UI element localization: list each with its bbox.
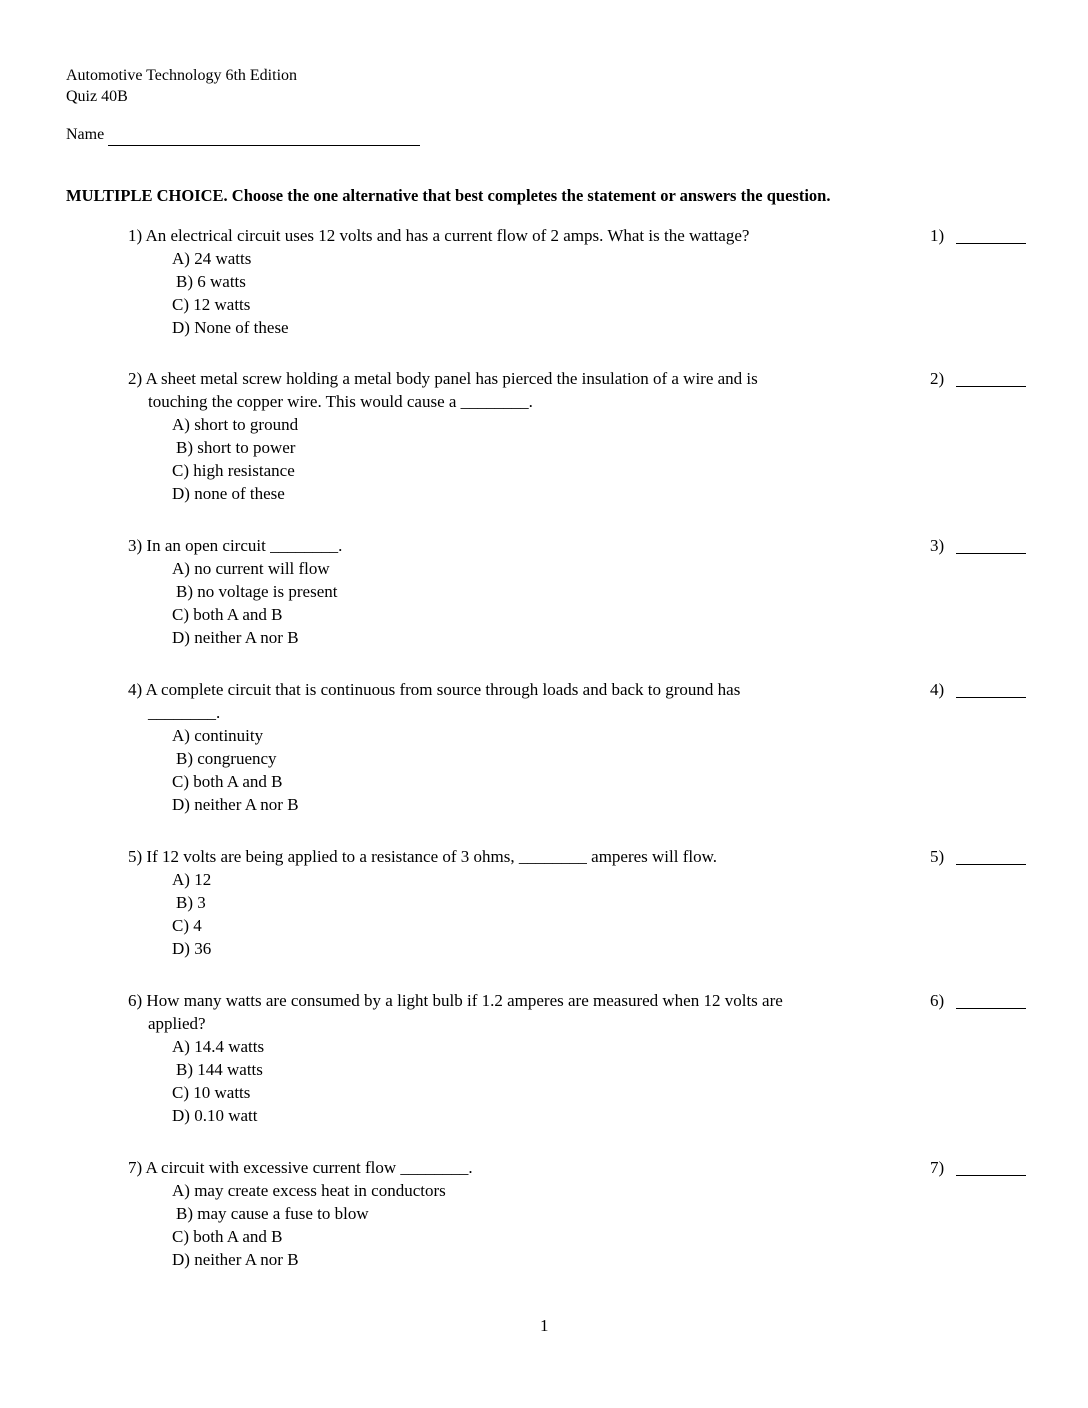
question-text: 3) In an open circuit ________. xyxy=(128,536,343,555)
answer-option: A) 24 watts xyxy=(172,249,252,268)
question-4 xyxy=(128,678,740,816)
answer-option: B) may cause a fuse to blow xyxy=(176,1204,369,1223)
answer-number: 1) xyxy=(930,226,945,245)
document-title: Automotive Technology 6th Edition xyxy=(66,67,298,84)
question-7 xyxy=(128,1156,473,1271)
question-text: 6) How many watts are consumed by a light bulb if 1.2 amperes are measured when 12 volts are xyxy=(128,991,783,1010)
answer-option: C) both A and B xyxy=(172,772,283,791)
answer-option: B) no voltage is present xyxy=(176,582,338,601)
question-1 xyxy=(128,224,749,339)
answer-number: 5) xyxy=(930,847,945,866)
question-text: 4) A complete circuit that is continuous from source through loads and back to ground has xyxy=(128,680,741,699)
answer-blank[interactable] xyxy=(956,864,1026,865)
answer-option: D) neither A nor B xyxy=(172,1250,299,1269)
answer-option: C) both A and B xyxy=(172,1227,283,1246)
answer-option: A) continuity xyxy=(172,726,264,745)
answer-option: B) short to power xyxy=(176,438,296,457)
answer-number: 3) xyxy=(930,536,945,555)
answer-blank[interactable] xyxy=(956,243,1026,244)
question-text: 5) If 12 volts are being applied to a resistance of 3 ohms, ________ amperes will flow. xyxy=(128,847,718,866)
answer-option: A) no current will flow xyxy=(172,559,330,578)
answer-number: 6) xyxy=(930,991,945,1010)
answer-blank[interactable] xyxy=(956,697,1026,698)
instructions: MULTIPLE CHOICE. Choose the one alternative that best completes the statement or answers the question. xyxy=(66,186,831,205)
answer-option: D) neither A nor B xyxy=(172,795,299,814)
question-6 xyxy=(128,989,783,1127)
question-text: applied? xyxy=(148,1014,206,1033)
answer-blank[interactable] xyxy=(956,386,1026,387)
answer-option: B) 3 xyxy=(176,893,206,912)
question-5 xyxy=(128,845,717,960)
answer-blank[interactable] xyxy=(956,1008,1026,1009)
answer-blank[interactable] xyxy=(956,553,1026,554)
answer-option: B) 144 watts xyxy=(176,1060,263,1079)
answer-option: D) 0.10 watt xyxy=(172,1106,258,1125)
answer-option: D) None of these xyxy=(172,318,289,337)
name-field[interactable] xyxy=(108,145,420,146)
question-3 xyxy=(128,534,342,649)
question-text: 1) An electrical circuit uses 12 volts and has a current flow of 2 amps. What is the wattage? xyxy=(128,226,750,245)
answer-option: C) high resistance xyxy=(172,461,295,480)
name-label: Name xyxy=(66,126,105,143)
answer-option: A) 14.4 watts xyxy=(172,1037,265,1056)
answer-option: D) 36 xyxy=(172,939,212,958)
question-2 xyxy=(128,367,758,505)
answer-option: A) 12 xyxy=(172,870,212,889)
quiz-label: Quiz 40B xyxy=(66,88,128,105)
answer-option: D) none of these xyxy=(172,484,285,503)
question-text: 2) A sheet metal screw holding a metal body panel has pierced the insulation of a wire and is xyxy=(128,369,758,388)
answer-option: C) 4 xyxy=(172,916,202,935)
answer-number: 4) xyxy=(930,680,945,699)
question-text: touching the copper wire. This would cause a ________. xyxy=(148,392,533,411)
answer-option: D) neither A nor B xyxy=(172,628,299,647)
answer-option: B) 6 watts xyxy=(176,272,246,291)
answer-option: C) 12 watts xyxy=(172,295,251,314)
answer-option: A) may create excess heat in conductors xyxy=(172,1181,446,1200)
question-text: ________. xyxy=(148,703,221,722)
answer-number: 2) xyxy=(930,369,945,388)
page-number: 1 xyxy=(540,1316,549,1335)
answer-blank[interactable] xyxy=(956,1175,1026,1176)
answer-number: 7) xyxy=(930,1158,945,1177)
answer-option: A) short to ground xyxy=(172,415,299,434)
answer-option: C) 10 watts xyxy=(172,1083,251,1102)
answer-option: C) both A and B xyxy=(172,605,283,624)
answer-option: B) congruency xyxy=(176,749,277,768)
question-text: 7) A circuit with excessive current flow ________. xyxy=(128,1158,473,1177)
